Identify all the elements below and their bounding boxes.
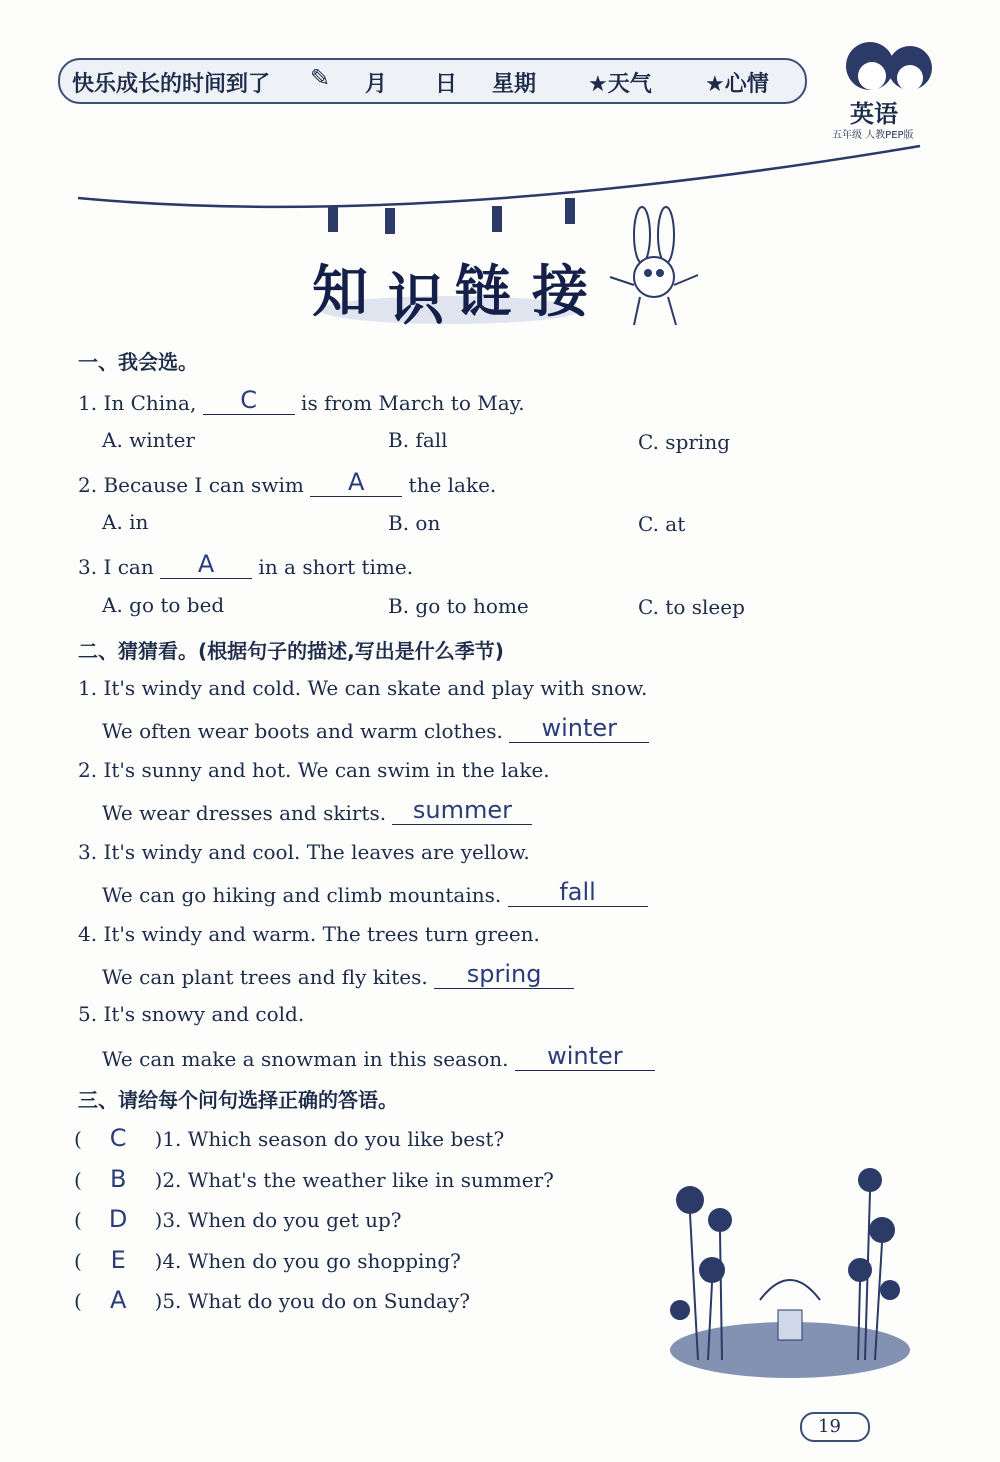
question-text: is from March to May. [301, 391, 525, 415]
match-item [74, 1205, 402, 1233]
question-text: in a short time. [258, 555, 414, 579]
answer-blank[interactable]: A [109, 1286, 127, 1314]
title-char: 知 [312, 260, 368, 325]
season-question [102, 1042, 655, 1071]
answer-blank[interactable]: A [160, 550, 252, 579]
season-sentence: 2. It's sunny and hot. We can swim in the lake. [78, 758, 550, 782]
season-question [102, 960, 574, 989]
season-question [102, 796, 532, 825]
option-a: A. winter [102, 428, 195, 452]
season-question [102, 878, 648, 907]
season-sentence: 1. It's windy and cold. We can skate and play with snow. [78, 676, 648, 700]
season-sentence: 3. It's windy and cool. The leaves are yellow. [78, 840, 530, 864]
section2-heading: 二、猜猜看。(根据句子的描述,写出是什么季节) [78, 639, 504, 663]
grade-label: 五年级 人教PEP版 [832, 130, 914, 141]
answer-blank[interactable]: winter [515, 1042, 655, 1071]
option-c: C. to sleep [638, 595, 745, 619]
answer-blank[interactable]: B [109, 1165, 127, 1193]
question-text: 3. I can [78, 555, 154, 579]
title-char: 接 [532, 260, 588, 325]
answer-blank[interactable]: D [108, 1205, 128, 1233]
open-paren: ( [74, 1127, 82, 1151]
question-text: We can make a snowman in this season. [102, 1047, 509, 1071]
open-paren: ( [74, 1208, 82, 1232]
page-number: 19 [800, 1412, 870, 1442]
pencil-icon: ✎ [310, 64, 331, 92]
question-text: We wear dresses and skirts. [102, 801, 387, 825]
answer-blank[interactable]: C [203, 386, 295, 415]
match-item [74, 1246, 461, 1274]
season-sentence: 5. It's snowy and cold. [78, 1002, 305, 1026]
question-text: We can go hiking and climb mountains. [102, 883, 502, 907]
question-text: the lake. [408, 473, 497, 497]
open-paren: ( [74, 1249, 82, 1273]
title-char: 识 [388, 268, 444, 333]
answer-blank[interactable]: spring [434, 960, 574, 989]
option-b: B. go to home [388, 594, 529, 618]
clip-icon [565, 198, 575, 224]
question-text: We often wear boots and warm clothes. [102, 719, 503, 743]
question-text: 1. In China, [78, 391, 197, 415]
flowers-illustration-icon [660, 1160, 920, 1390]
section3-heading: 三、请给每个问句选择正确的答语。 [78, 1088, 398, 1112]
match-item [74, 1124, 504, 1152]
title-char: 链 [455, 260, 511, 325]
answer-blank[interactable]: C [109, 1124, 127, 1152]
option-b: B. fall [388, 428, 448, 452]
section1-heading: 一、我会选。 [78, 350, 198, 374]
header-weekday: 星期 [492, 72, 537, 97]
option-c: C. spring [638, 430, 731, 454]
header-month: 月 [365, 72, 388, 97]
question-text: 2. Because I can swim [78, 473, 304, 497]
section-title [300, 228, 600, 333]
open-paren: ( [74, 1289, 82, 1313]
question-2 [78, 468, 496, 497]
question-text: )5. What do you do on Sunday? [154, 1289, 470, 1313]
rabbit-icon [600, 205, 710, 335]
question-text: )3. When do you get up? [154, 1208, 402, 1232]
option-a: A. go to bed [102, 593, 225, 617]
option-c: C. at [638, 512, 686, 536]
season-question [102, 714, 649, 743]
open-paren: ( [74, 1168, 82, 1192]
match-item [74, 1286, 470, 1314]
question-1 [78, 386, 525, 415]
question-text: )4. When do you go shopping? [154, 1249, 461, 1273]
option-b: B. on [388, 511, 441, 535]
season-sentence: 4. It's windy and warm. The trees turn green. [78, 922, 540, 946]
answer-blank[interactable]: E [110, 1246, 126, 1274]
header-mood: ★心情 [705, 72, 769, 97]
match-item [74, 1165, 554, 1193]
header-day: 日 [435, 72, 458, 97]
answer-blank[interactable]: fall [508, 878, 648, 907]
header-weather: ★天气 [588, 72, 652, 97]
question-3 [78, 550, 413, 579]
question-text: We can plant trees and fly kites. [102, 965, 428, 989]
question-text: )2. What's the weather like in summer? [154, 1168, 554, 1192]
subject-label: 英语 [850, 100, 898, 128]
answer-blank[interactable]: winter [509, 714, 649, 743]
answer-blank[interactable]: summer [392, 796, 532, 825]
answer-blank[interactable]: A [310, 468, 402, 497]
header-slogan: 快乐成长的时间到了 [72, 72, 271, 97]
question-text: )1. Which season do you like best? [154, 1127, 505, 1151]
option-a: A. in [102, 510, 149, 534]
